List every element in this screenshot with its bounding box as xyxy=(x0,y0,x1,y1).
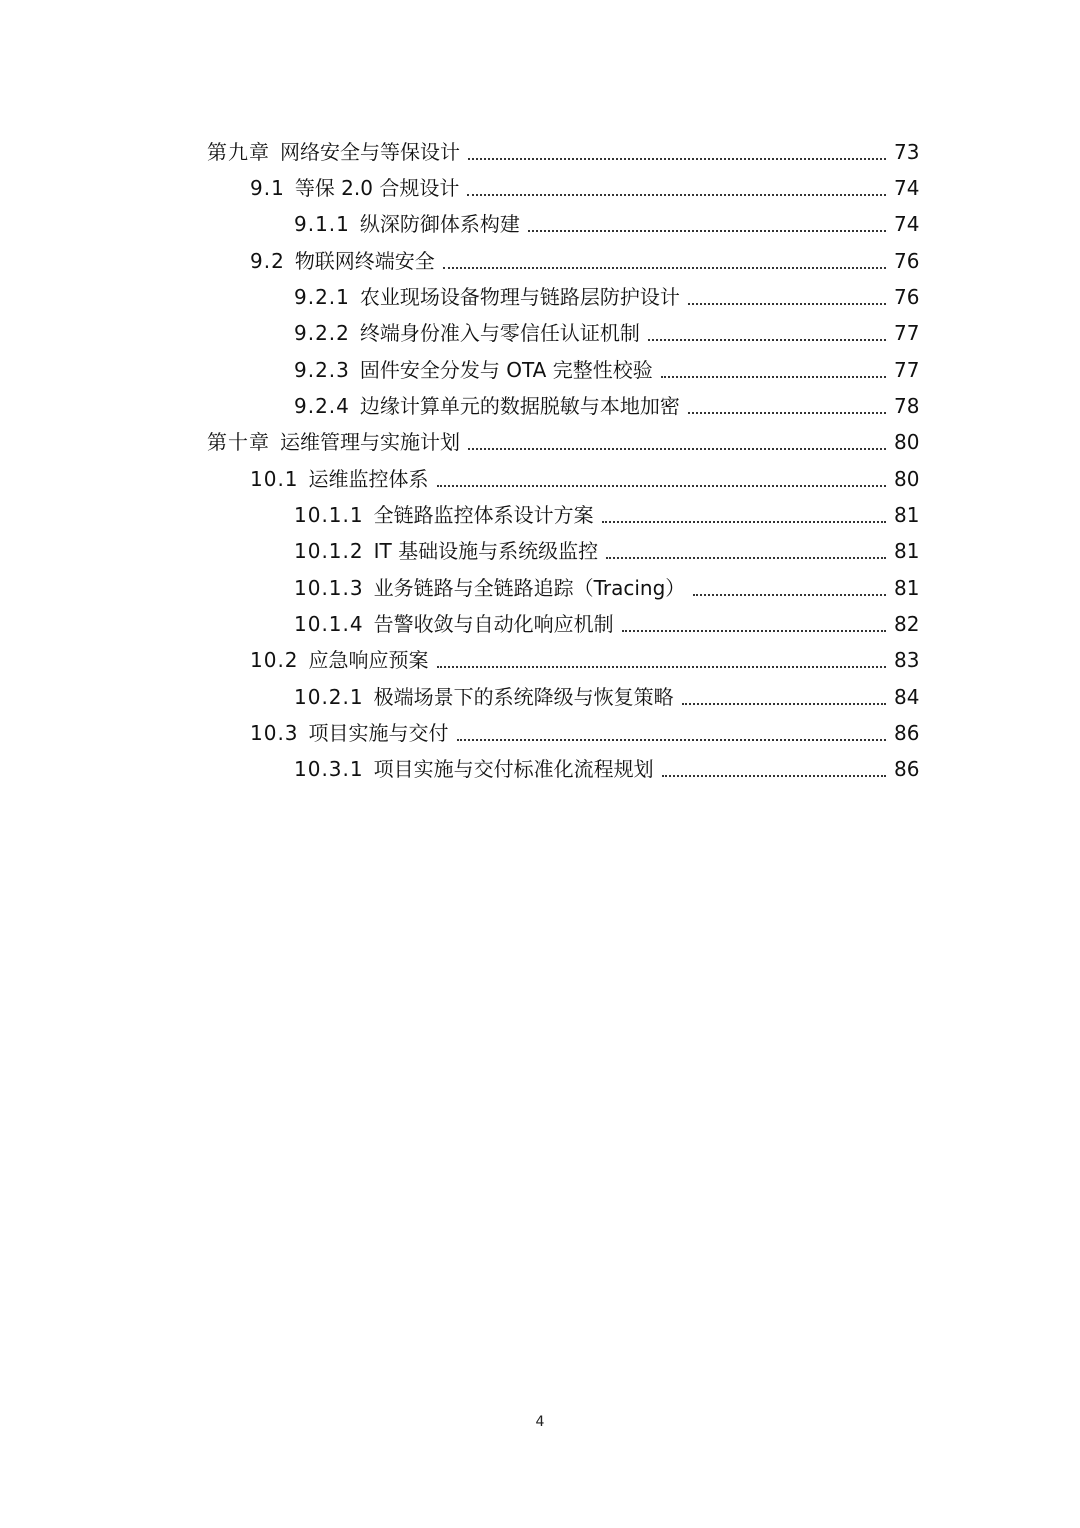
toc-leader-dots xyxy=(693,570,886,606)
toc-entry-title: 极端场景下的系统降级与恢复策略 xyxy=(373,685,674,709)
toc-entry-subsection-10-3-1[interactable] xyxy=(294,751,918,787)
toc-leader-dots xyxy=(467,170,886,206)
toc-entry-title: 运维管理与实施计划 xyxy=(280,430,460,454)
toc-entry-subsection-10-2-1[interactable] xyxy=(294,679,918,715)
toc-entry-number: 10.1.1 xyxy=(294,503,364,527)
toc-entry-section-10-3[interactable] xyxy=(250,715,918,751)
toc-leader-dots xyxy=(528,206,886,242)
toc-entry-page: 80 xyxy=(894,430,920,454)
toc-entry-number: 第九章 xyxy=(207,140,270,164)
toc-leader-dots xyxy=(606,533,886,569)
toc-entry-page: 86 xyxy=(894,721,920,745)
toc-leader-dots xyxy=(602,497,886,533)
toc-leader-dots xyxy=(443,243,886,279)
toc-entry-chapter-10[interactable] xyxy=(207,424,918,460)
toc-entry-number: 9.1 xyxy=(250,176,285,200)
toc-entry-number: 10.3.1 xyxy=(294,757,364,781)
toc-entry-title: 边缘计算单元的数据脱敏与本地加密 xyxy=(359,394,680,418)
toc-leader-dots xyxy=(622,606,886,642)
page-number: 4 xyxy=(535,1414,545,1430)
toc-entry-page: 81 xyxy=(894,503,920,527)
toc-entry-subsection-9-2-1[interactable] xyxy=(294,279,918,315)
toc-entry-subsection-9-2-3[interactable] xyxy=(294,352,918,388)
toc-entry-number: 9.2 xyxy=(250,249,285,273)
toc-entry-number: 10.1.3 xyxy=(294,576,364,600)
toc-entry-title: 项目实施与交付标准化流程规划 xyxy=(373,757,654,781)
toc-entry-page: 83 xyxy=(894,648,920,672)
toc-entry-number: 9.2.1 xyxy=(294,285,350,309)
toc-entry-section-10-1[interactable] xyxy=(250,461,918,497)
toc-entry-title: 等保 2.0 合规设计 xyxy=(294,176,460,200)
toc-entry-number: 10.1.4 xyxy=(294,612,364,636)
toc-entry-number: 9.2.2 xyxy=(294,321,350,345)
toc-entry-page: 80 xyxy=(894,467,920,491)
toc-entry-number: 10.1 xyxy=(250,467,299,491)
toc-entry-number: 第十章 xyxy=(207,430,270,454)
toc-entry-page: 74 xyxy=(894,176,920,200)
toc-leader-dots xyxy=(437,642,886,678)
toc-entry-subsection-10-1-1[interactable] xyxy=(294,497,918,533)
toc-entry-number: 10.3 xyxy=(250,721,299,745)
toc-entry-section-9-1[interactable] xyxy=(250,170,918,206)
toc-leader-dots xyxy=(682,679,886,715)
toc-entry-title: 运维监控体系 xyxy=(308,467,429,491)
toc-leader-dots xyxy=(468,134,886,170)
toc-entry-page: 74 xyxy=(894,212,920,236)
toc-entry-title: 网络安全与等保设计 xyxy=(280,140,460,164)
toc-entry-title: IT 基础设施与系统级监控 xyxy=(373,539,599,563)
toc-entry-subsection-10-1-2[interactable] xyxy=(294,533,918,569)
toc-entry-page: 81 xyxy=(894,576,920,600)
toc-entry-subsection-9-2-4[interactable] xyxy=(294,388,918,424)
toc-entry-section-9-2[interactable] xyxy=(250,243,918,279)
toc-entry-title: 物联网终端安全 xyxy=(294,249,435,273)
toc-entry-title: 农业现场设备物理与链路层防护设计 xyxy=(359,285,680,309)
toc-entry-page: 73 xyxy=(894,140,920,164)
toc-entry-title: 纵深防御体系构建 xyxy=(359,212,520,236)
toc-entry-page: 76 xyxy=(894,285,920,309)
toc-entry-page: 78 xyxy=(894,394,920,418)
toc-entry-title: 全链路监控体系设计方案 xyxy=(373,503,594,527)
toc-entry-number: 10.2 xyxy=(250,648,299,672)
toc-leader-dots xyxy=(662,751,886,787)
toc-leader-dots xyxy=(688,279,886,315)
toc-entry-title: 业务链路与全链路追踪（Tracing） xyxy=(373,576,686,600)
toc-entry-page: 84 xyxy=(894,685,920,709)
toc-entry-number: 9.1.1 xyxy=(294,212,350,236)
toc-entry-page: 77 xyxy=(894,321,920,345)
toc-entry-subsection-10-1-3[interactable] xyxy=(294,570,918,606)
toc-leader-dots xyxy=(648,315,886,351)
toc-entry-page: 77 xyxy=(894,358,920,382)
toc-entry-number: 10.2.1 xyxy=(294,685,364,709)
toc-leader-dots xyxy=(688,388,886,424)
toc-entry-subsection-9-1-1[interactable] xyxy=(294,206,918,242)
toc-entry-number: 10.1.2 xyxy=(294,539,364,563)
toc-entry-number: 9.2.4 xyxy=(294,394,350,418)
toc-entry-chapter-9[interactable] xyxy=(207,134,918,170)
toc-entry-title: 项目实施与交付 xyxy=(308,721,449,745)
toc-leader-dots xyxy=(661,352,886,388)
toc-leader-dots xyxy=(468,424,886,460)
toc-entry-subsection-10-1-4[interactable] xyxy=(294,606,918,642)
toc-entry-title: 应急响应预案 xyxy=(308,648,429,672)
toc-entry-section-10-2[interactable] xyxy=(250,642,918,678)
toc-entry-title: 告警收敛与自动化响应机制 xyxy=(373,612,614,636)
toc-entry-page: 82 xyxy=(894,612,920,636)
toc-entry-page: 76 xyxy=(894,249,920,273)
toc-leader-dots xyxy=(437,461,886,497)
toc-entry-title: 固件安全分发与 OTA 完整性校验 xyxy=(359,358,653,382)
toc-entry-title: 终端身份准入与零信任认证机制 xyxy=(359,321,640,345)
toc-leader-dots xyxy=(457,715,886,751)
toc-entry-number: 9.2.3 xyxy=(294,358,350,382)
toc-entry-page: 81 xyxy=(894,539,920,563)
toc-entry-subsection-9-2-2[interactable] xyxy=(294,315,918,351)
toc-entry-page: 86 xyxy=(894,757,920,781)
